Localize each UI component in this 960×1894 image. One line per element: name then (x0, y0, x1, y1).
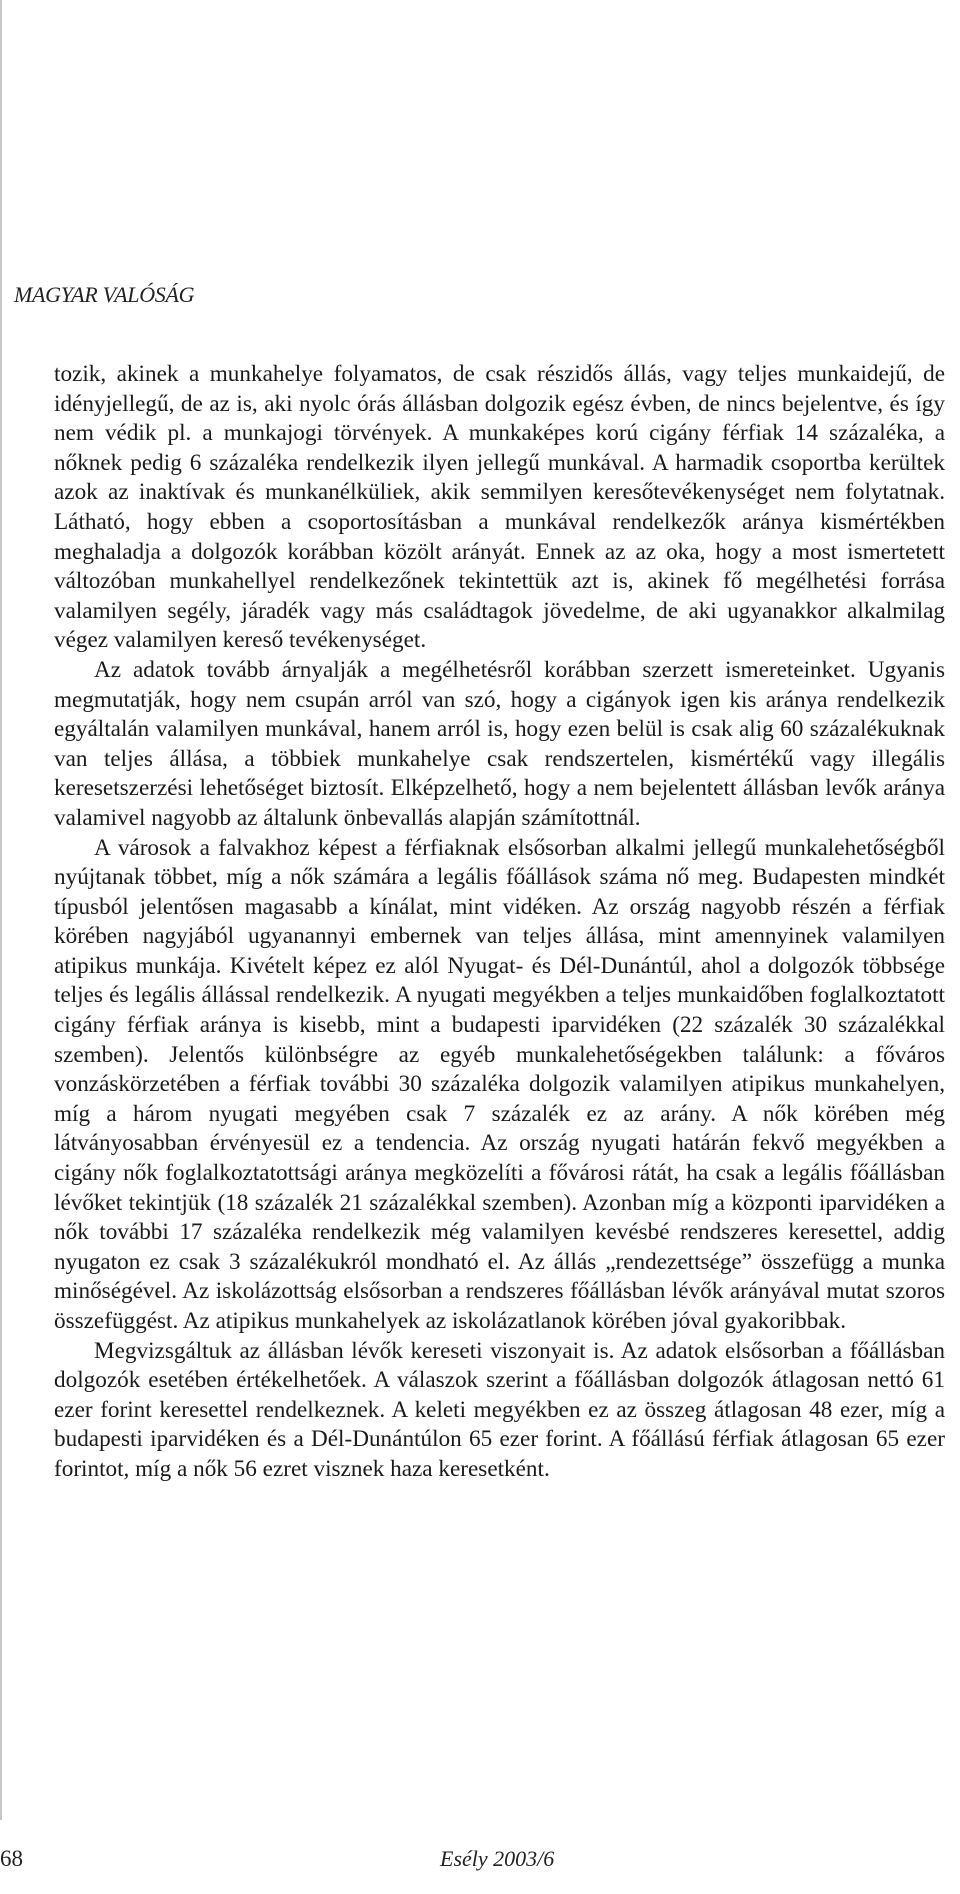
journal-issue: Esély 2003/6 (440, 1846, 555, 1871)
running-title: MAGYAR VALÓSÁG (14, 282, 195, 307)
page-number: 68 (0, 1846, 23, 1871)
paragraph-3: A városok a falvakhoz képest a férfiaknak elsősorban alkalmi jellegű munkalehetőségből nyújtanak többet, míg a nők számára a legális főállások száma nő meg. Budapesten mindkét típusból jelentősen magasabb a kínálat, mint vidéken. Az ország nagyobb részén a férfiak körében nagyjából ugyanannyi embernek van teljes állása, mint amennyinek valamilyen atipikus munkája. Kivételt képez ez alól Nyugat- és Dél-Dunántúl, ahol a dolgozók többsége teljes és legális állással rendelkezik. A nyugati megyékben a teljes munkaidőben foglalkoztatott cigány férfiak aránya is kisebb, mint a budapesti iparvidéken (22 százalék 30 százalékkal szemben). Jelentős különbségre az egyéb munkalehetőségekben találunk: a főváros vonzáskörzetében a férfiak további 30 százaléka dolgozik valamilyen atipikus munkahelyen, míg a három nyugati megyében csak 7 százalék ez az arány. A nők körében még látványosabban érvényesül ez a tendencia. Az ország nyugati határán fekvő megyékben a cigány nők foglalkoztatottsági aránya megközelíti a fővárosi rátát, ha csak a legális főállásban lévőket tekintjük (18 százalék 21 százalékkal szemben). Azonban míg a központi iparvidéken a nők további 17 százaléka rendelkezik még valamilyen kevésbé rendszeres keresettel, addig nyugaton ez csak 3 százalékukról mondható el. Az állás „rendezettsége” összefügg a munka minőségével. Az iskolázottság elsősorban a rendszeres főállásban lévők arányával mutat szoros összefüggést. Az atipikus munkahelyek az iskolázatlanok körében jóval gyakoribbak. (54, 834, 945, 1334)
article-body (54, 360, 945, 1485)
paragraph-4: Megvizsgáltuk az állásban lévők kereseti viszonyait is. Az adatok elsősorban a főállásban dolgozók esetében értékelhetőek. A válaszok szerint a főállásban dolgozók átlagosan nettó 61 ezer forint keresettel rendelkeznek. A keleti megyékben ez az összeg átlagosan 48 ezer, míg a budapesti iparvidéken és a Dél-Dunántúlon 65 ezer forint. A főállású férfiak átlagosan 65 ezer forintot, míg a nők 56 ezret visznek haza keresetként. (54, 1337, 945, 1482)
page-edge-rule (0, 0, 2, 1820)
paragraph-1: tozik, akinek a munkahelye folyamatos, de csak részidős állás, vagy teljes munkaidejű, de idényjellegű, de az is, aki nyolc órás állásban dolgozik egész évben, de nincs bejelentve, és így nem védik pl. a munkajogi törvények. A munkaképes korú cigány férfiak 14 százaléka, a nőknek pedig 6 százaléka rendelkezik ilyen jellegű munkával. A harmadik csoportba kerültek azok az inaktívak és munkanélküliek, akik semmilyen keresőtevékenységet nem folytatnak. Látható, hogy ebben a csoportosításban a munkával rendelkezők aránya kismértékben meghaladja a dolgozók korábban közölt arányát. Ennek az az oka, hogy a most ismertetett változóban munkahellyel rendelkezőnek tekintettük azt is, akinek fő megélhetési forrása valamilyen segély, járadék vagy más családtagok jövedelme, de aki ugyanakkor alkalmilag végez valamilyen kereső tevékenységet. (54, 361, 945, 654)
paragraph-2: Az adatok tovább árnyalják a megélhetésről korábban szerzett ismereteinket. Ugyanis megmutatják, hogy nem csupán arról van szó, hogy a cigányok igen kis aránya rendelkezik egyáltalán valamilyen munkával, hanem arról is, hogy ezen belül is csak alig 60 százalékuknak van teljes állása, a többiek munkahelye csak rendszertelen, kismértékű vagy illegális keresetszerzési lehetőséget biztosít. Elképzelhető, hogy a nem bejelentett állásban levők aránya valamivel nagyobb az általunk önbevallás alapján számítottnál. (54, 656, 945, 831)
